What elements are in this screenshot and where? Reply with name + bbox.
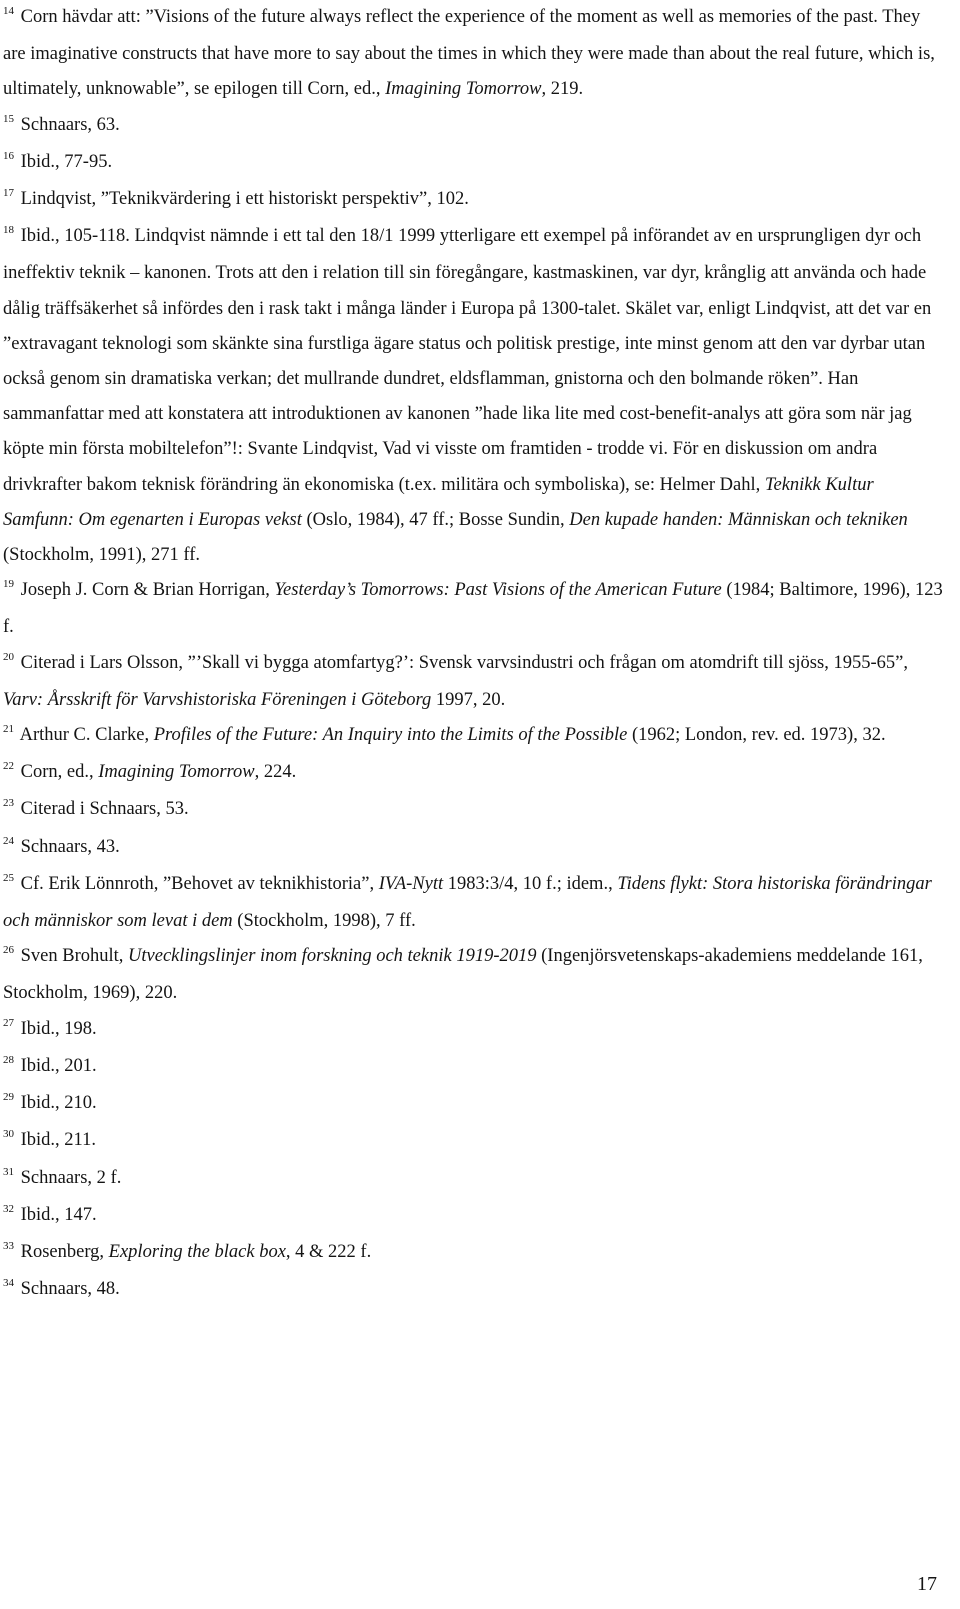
footnote-title-italic: Varv: Årsskrift för Varvshistoriska Föreningen i Göteborg bbox=[3, 689, 432, 710]
footnote-number: 26 bbox=[3, 944, 14, 957]
footnote-24 bbox=[3, 830, 945, 867]
footnotes-list bbox=[3, 0, 945, 1309]
footnote-number: 19 bbox=[3, 578, 14, 591]
footnote-text: Schnaars, 43. bbox=[20, 836, 120, 857]
footnote-text: Schnaars, 48. bbox=[20, 1279, 120, 1300]
footnote-22 bbox=[3, 755, 945, 792]
footnote-text: Citerad i Lars Olsson, ”’Skall vi bygga atomfartyg?’: Svensk varvsindustri och frågan om atomdrift till sjöss, 1955-65”, bbox=[20, 652, 908, 673]
page-number: 17 bbox=[917, 1573, 937, 1595]
footnote-20 bbox=[3, 646, 945, 718]
footnote-number: 27 bbox=[3, 1016, 14, 1029]
footnote-number: 17 bbox=[3, 187, 14, 200]
footnote-number: 23 bbox=[3, 797, 14, 810]
footnote-text: (1984; Baltimore, 1996), 123 f. bbox=[3, 580, 943, 638]
footnote-30 bbox=[3, 1123, 945, 1160]
footnote-text: Ibid., 211. bbox=[20, 1130, 96, 1151]
footnote-number: 31 bbox=[3, 1165, 14, 1178]
footnote-title-italic: Utvecklingslinjer inom forskning och teknik 1919-2019 bbox=[128, 946, 537, 967]
footnote-number: 18 bbox=[3, 224, 14, 237]
footnote-text: (Stockholm, 1998), 7 ff. bbox=[232, 911, 416, 932]
footnote-text: Citerad i Schnaars, 53. bbox=[20, 799, 189, 820]
footnote-text: (Ingenjörsvetenskaps-akademiens meddelande 161, Stockholm, 1969), 220. bbox=[3, 946, 923, 1004]
footnote-23 bbox=[3, 792, 945, 829]
footnote-34 bbox=[3, 1272, 945, 1309]
footnote-number: 34 bbox=[3, 1277, 14, 1290]
footnote-text: 1997, 20. bbox=[431, 689, 506, 710]
footnote-text: Arthur C. Clarke, bbox=[19, 725, 154, 746]
footnote-text: , 224. bbox=[254, 762, 297, 783]
footnote-25 bbox=[3, 867, 945, 939]
footnote-number: 30 bbox=[3, 1128, 14, 1141]
footnote-number: 33 bbox=[3, 1239, 14, 1252]
footnote-26 bbox=[3, 939, 945, 1011]
footnote-16 bbox=[3, 145, 945, 182]
footnote-title-italic: Imagining Tomorrow bbox=[385, 79, 542, 100]
footnote-title-italic: Teknikk Kultur Samfunn: Om egenarten i Europas vekst bbox=[3, 474, 874, 530]
footnote-number: 22 bbox=[3, 760, 14, 773]
footnote-text: Rosenberg, bbox=[20, 1241, 109, 1262]
footnote-15 bbox=[3, 108, 945, 145]
footnote-title-italic: Imagining Tomorrow bbox=[98, 762, 255, 783]
footnote-text: Joseph J. Corn & Brian Horrigan, bbox=[20, 580, 275, 601]
footnote-text: (1962; London, rev. ed. 1973), 32. bbox=[627, 725, 886, 746]
footnote-text: , 219. bbox=[541, 79, 584, 100]
footnote-number: 29 bbox=[3, 1091, 14, 1104]
footnote-text: Ibid., 210. bbox=[20, 1093, 97, 1114]
footnote-text: Corn, ed., bbox=[20, 762, 99, 783]
footnote-title-italic: IVA-Nytt bbox=[378, 873, 444, 894]
footnote-17 bbox=[3, 182, 945, 219]
footnote-21 bbox=[3, 718, 945, 755]
footnote-29 bbox=[3, 1086, 945, 1123]
footnote-text: Ibid., 105-118. Lindqvist nämnde i ett tal den 18/1 1999 ytterligare ett exempel på införandet av en ursprungligen dyr och ineffektiv teknik – kanonen. Trots att den i relation till sin föregångare, kastmaskinen, var dyr, krånglig att använda och hade dålig träffsäkerhet så infördes den i rask takt i många länder i Europa på 1300-talet. Skälet var, enligt Lindqvist, att det var en ”extravagant teknologi som skänkte sina furstliga ägare status och politisk prestige, inte minst genom att den var dyrbar utan också genom sin dramatiska verkan; det mullrande dundret, eldsflamman, gnistorna och den bolmande röken”. Han sammanfattar med att konstatera att introduktionen av kanonen ”hade lika lite med cost-benefit-analys att göra som när jag köpte min första mobiltelefon”!: Svante Lindqvist, Vad vi visste om framtiden - trodde vi. För en diskussion om andra drivkrafter bakom teknisk förändring än ekonomiska (t.ex. militära och symboliska), se: Helmer Dahl, bbox=[3, 226, 932, 495]
footnote-32 bbox=[3, 1198, 945, 1235]
footnote-19 bbox=[3, 573, 945, 645]
footnote-text: Schnaars, 2 f. bbox=[20, 1167, 122, 1188]
footnote-number: 16 bbox=[3, 149, 14, 162]
footnote-title-italic: Exploring the black box bbox=[108, 1241, 286, 1262]
footnote-27 bbox=[3, 1012, 945, 1049]
footnote-number: 15 bbox=[3, 112, 14, 125]
footnote-text: Lindqvist, ”Teknikvärdering i ett historiskt perspektiv”, 102. bbox=[20, 189, 469, 210]
footnote-text: Ibid., 147. bbox=[20, 1204, 97, 1225]
footnote-text: (Stockholm, 1991), 271 ff. bbox=[3, 545, 200, 566]
footnote-number: 20 bbox=[3, 650, 14, 663]
footnote-title-italic: Profiles of the Future: An Inquiry into the Limits of the Possible bbox=[153, 725, 628, 746]
footnote-title-italic: Tidens flykt: Stora historiska förändringar och människor som levat i dem bbox=[3, 873, 932, 932]
footnote-14 bbox=[3, 0, 945, 108]
footnote-33 bbox=[3, 1235, 945, 1272]
footnote-text: Corn hävdar att: ”Visions of the future always reflect the experience of the moment as well as memories of the past. They are imaginative constructs that have more to say about the times in which they were made than about the real future, which is, ultimately, unknowable”, se epilogen till Corn, ed., bbox=[3, 7, 935, 100]
footnote-text: Cf. Erik Lönnroth, ”Behovet av teknikhistoria”, bbox=[20, 873, 379, 894]
footnote-number: 28 bbox=[3, 1053, 14, 1066]
footnote-number: 25 bbox=[3, 871, 14, 884]
footnote-text: Sven Brohult, bbox=[20, 946, 129, 967]
footnote-number: 21 bbox=[3, 723, 14, 736]
footnote-number: 32 bbox=[3, 1202, 14, 1215]
footnote-text: Ibid., 198. bbox=[20, 1018, 97, 1039]
footnote-text: Ibid., 77-95. bbox=[20, 151, 113, 172]
footnote-title-italic: Yesterday’s Tomorrows: Past Visions of the American Future bbox=[274, 580, 722, 601]
footnote-18 bbox=[3, 219, 945, 573]
footnote-text: 1983:3/4, 10 f.; idem., bbox=[443, 873, 618, 894]
footnote-text: Schnaars, 63. bbox=[20, 114, 120, 135]
footnote-number: 14 bbox=[3, 5, 14, 17]
footnote-number: 24 bbox=[3, 834, 14, 847]
footnote-text: Ibid., 201. bbox=[20, 1055, 97, 1076]
footnote-text: (Oslo, 1984), 47 ff.; Bosse Sundin, bbox=[301, 509, 570, 530]
footnote-28 bbox=[3, 1049, 945, 1086]
footnote-text: , 4 & 222 f. bbox=[285, 1241, 372, 1262]
footnote-31 bbox=[3, 1161, 945, 1198]
footnote-title-italic: Den kupade handen: Människan och tekniken bbox=[569, 509, 908, 530]
